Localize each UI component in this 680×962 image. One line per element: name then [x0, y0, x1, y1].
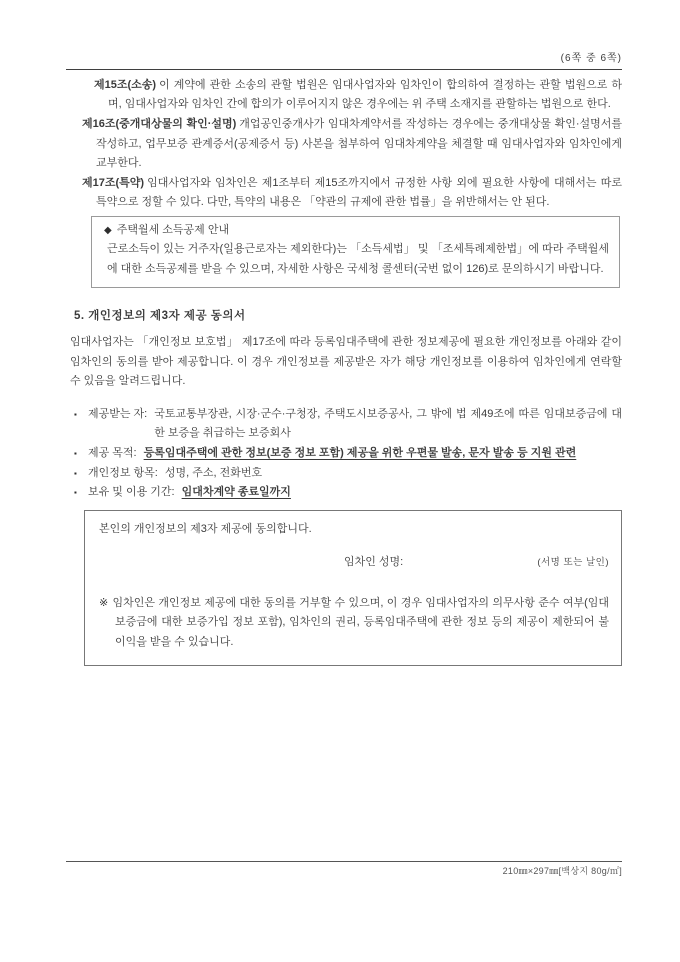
notice-title-row [104, 221, 609, 241]
section5-intro: 임대사업자는 「개인정보 보호법」 제17조에 따라 등록임대주택에 관한 정보제공에 필요한 개인정보를 아래와 같이 임차인의 동의를 받아 제공합니다. 이 경우 개인정보를 제공받은 자가 해당 개인정보를 이용하여 임차인에게 연락할 수 있음을 알려드립니다. [70, 336, 622, 388]
bullet-value: 성명, 주소, 전화번호 [164, 466, 263, 479]
articles [66, 76, 622, 213]
consent-note-text: 임차인은 개인정보 제공에 대한 동의를 거부할 수 있으며, 이 경우 임대사업자의 의무사항 준수 여부(임대보증금에 대한 보증가입 정보 포함), 임차인의 권리, 등록임대주택에 관한 정보 등의 제공이 제한되어 불이익을 받을 수 있습니다. [112, 596, 609, 648]
page-content [66, 50, 622, 666]
article-body: 임대사업자와 임차인은 제1조부터 제15조까지에서 규정한 사항 외에 필요한 사항에 대해서는 따로 특약으로 정할 수 있다. 다만, 특약의 내용은 「약관의 규제에 관한 법률」을 위반해서는 안 된다. [96, 176, 622, 209]
notice-title: 주택월세 소득공제 안내 [116, 223, 230, 236]
consent-box [84, 510, 622, 666]
bullet-value: 임대차계약 종료일까지 [181, 486, 291, 499]
consent-statement: 본인의 개인정보의 제3자 제공에 동의합니다. [99, 522, 312, 535]
signature-label: 임차인 성명: [344, 556, 404, 569]
diamond-icon: ◆ [104, 224, 112, 236]
bullet-item [74, 483, 622, 503]
bullet-label: 제공 목적: [88, 446, 137, 459]
bullet-label: 제공받는 자: [88, 407, 148, 420]
article-title: 제16조(중개대상물의 확인·설명) [82, 117, 237, 130]
article [78, 76, 622, 115]
signature-field[interactable] [403, 553, 537, 565]
consent-note [99, 594, 609, 653]
signature-row [99, 553, 609, 573]
notice-body: 근로소득이 있는 거주자(일용근로자는 제외한다)는 「소득세법」 및 「조세특례제한법」에 따라 주택월세에 대한 소득공제를 받을 수 있으며, 자세한 사항은 국세청 콜센터(국번 없이 126)로 문의하시기 바랍니다. [107, 243, 609, 275]
page-footer [66, 861, 622, 877]
bullet-label: 보유 및 이용 기간: [88, 486, 175, 499]
bullet-icon: ▪ [74, 409, 77, 419]
page-indicator: (6쪽 중 6쪽) [560, 53, 622, 64]
bullet-label: 개인정보 항목: [88, 466, 158, 479]
article [66, 174, 622, 213]
bullet-icon: ▪ [74, 448, 77, 458]
reference-mark-icon: ※ [99, 596, 109, 609]
paper-spec: 210㎜×297㎜[백상지 80g/㎡] [502, 866, 622, 876]
bullet-icon: ▪ [74, 468, 77, 478]
article-title: 제17조(특약) [82, 176, 145, 189]
page-header [66, 50, 622, 70]
bullet-item [74, 444, 622, 464]
article-title: 제15조(소송) [94, 78, 157, 91]
article-body: 개업공인중개사가 임대차계약서를 작성하는 경우에는 중개대상물 확인·설명서를 작성하고, 업무보증 관계증서(공제증서 등) 사본을 첨부하여 임대차계약을 체결할 때 임대사업자와 임차인에게 교부한다. [96, 117, 622, 170]
bullet-item [74, 405, 622, 444]
bullet-value: 국토교통부장관, 시장·군수·구청장, 주택도시보증공사, 그 밖에 법 제49조에 따른 임대보증금에 대한 보증을 취급하는 보증회사 [154, 407, 622, 440]
article [66, 115, 622, 174]
signature-hint: (서명 또는 날인) [537, 557, 609, 569]
tax-notice-box [91, 216, 620, 288]
article-body: 이 계약에 관한 소송의 관할 법원은 임대사업자와 임차인이 합의하여 결정하는 관할 법원으로 하며, 임대사업자와 임차인 간에 합의가 이루어지지 않은 경우에는 위 주택 소재지를 관할하는 법원으로 한다. [108, 78, 622, 111]
bullet-item [74, 464, 622, 484]
bullet-list [74, 405, 622, 503]
bullet-icon: ▪ [74, 488, 77, 498]
section5-heading: 5. 개인정보의 제3자 제공 동의서 [74, 309, 246, 322]
bullet-value: 등록임대주택에 관한 정보(보증 정보 포함) 제공을 위한 우편물 발송, 문자 발송 등 지원 관련 [143, 446, 577, 459]
